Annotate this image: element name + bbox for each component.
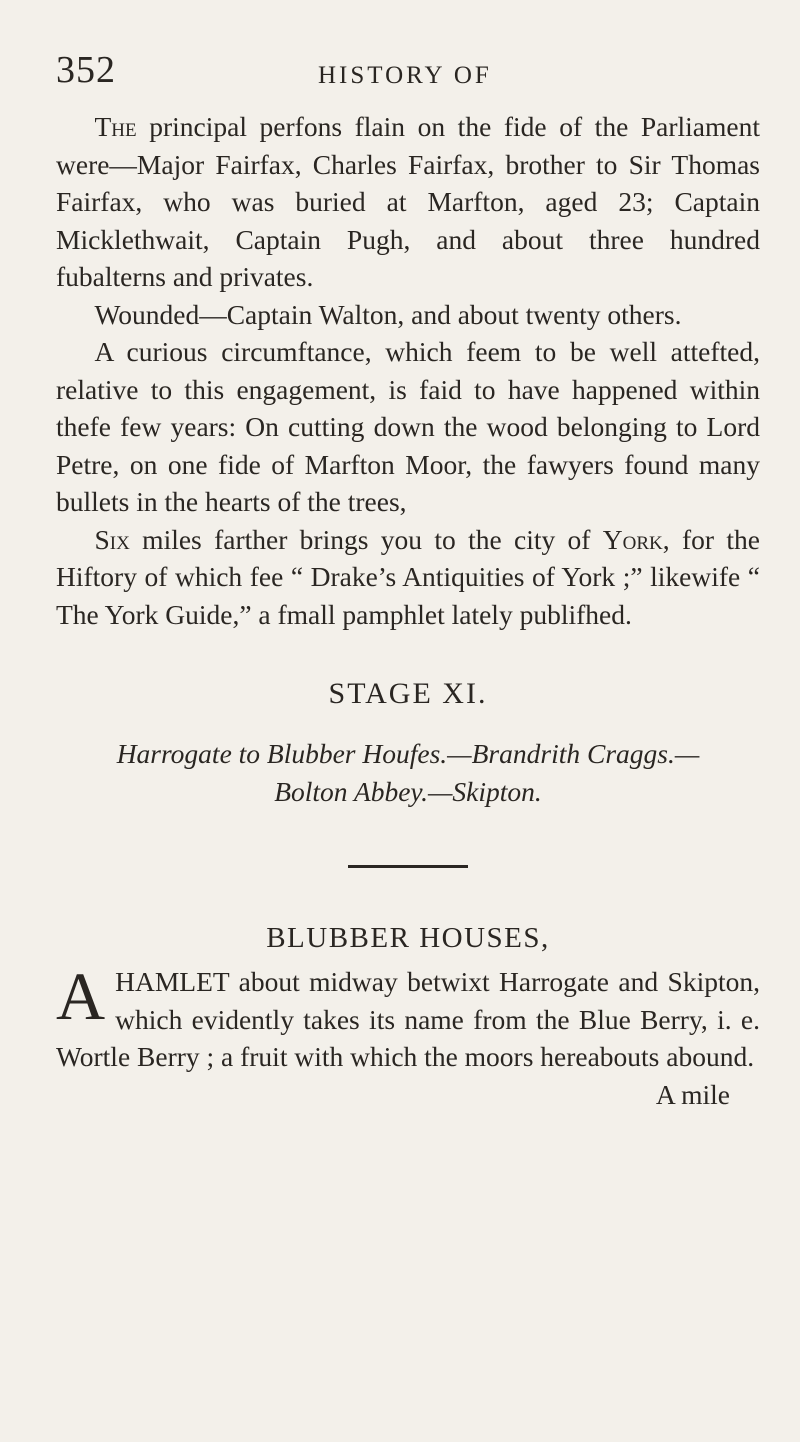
paragraph-text: principal perfons flain on the fide of the Parliament were—Major Fairfax, Charles Fairfax, brother to Sir Thomas Fairfax, who was buried at Marfton, aged 23; Captain Micklethwait, Captain Pugh, and about three hundred fubalterns and privates.	[56, 111, 760, 292]
page-body	[56, 108, 760, 1113]
running-head: HISTORY OF	[318, 62, 492, 89]
paragraph-caps: HAMLET	[115, 966, 230, 997]
paragraph-text: , for the Hiftory of which fee “ Drake’s Antiquities of York ;” likewife “ The York Guide,” a fmall pamphlet lately publifhed.	[56, 523, 760, 630]
section-heading: BLUBBER HOUSES,	[266, 921, 550, 954]
paragraph-text: about midway betwixt Harrogate and Skipton, which evidently takes its name from the Blue Berry, i. e. Wortle Berry ; a fruit with which the moors hereabouts abound.	[56, 966, 760, 1072]
catchword: A mile	[655, 1078, 730, 1110]
paragraph-blubber-houses	[56, 958, 760, 1076]
paragraph-circumstance: A curious circumftance, which feem to be well attefted, relative to this engagement, is faid to have happened within thefe few years: On cutting down the wood belonging to Lord Petre, on one fide of Marfton Moor, the fawyers found many bullets in the hearts of the trees,	[56, 336, 760, 517]
stage-route-line: Bolton Abbey.—Skipton.	[274, 775, 542, 807]
paragraph-lead: The	[94, 111, 137, 142]
page-number: 352	[56, 49, 116, 91]
paragraph-wounded: Wounded—Captain Walton, and about twenty others.	[94, 298, 682, 330]
section-divider	[348, 865, 468, 868]
drop-cap: A	[56, 958, 106, 1034]
page-header	[56, 48, 756, 98]
paragraph-york	[56, 521, 760, 634]
york-word: York	[602, 523, 663, 555]
paragraph-lead: Six	[94, 523, 130, 555]
stage-route-line: Harrogate to Blubber Houfes.—Brandrith Craggs.—	[116, 737, 700, 769]
paragraph-text: miles farther brings you to the city of	[129, 523, 603, 555]
stage-heading: STAGE XI.	[328, 677, 488, 710]
paragraph-casualties	[56, 108, 760, 296]
